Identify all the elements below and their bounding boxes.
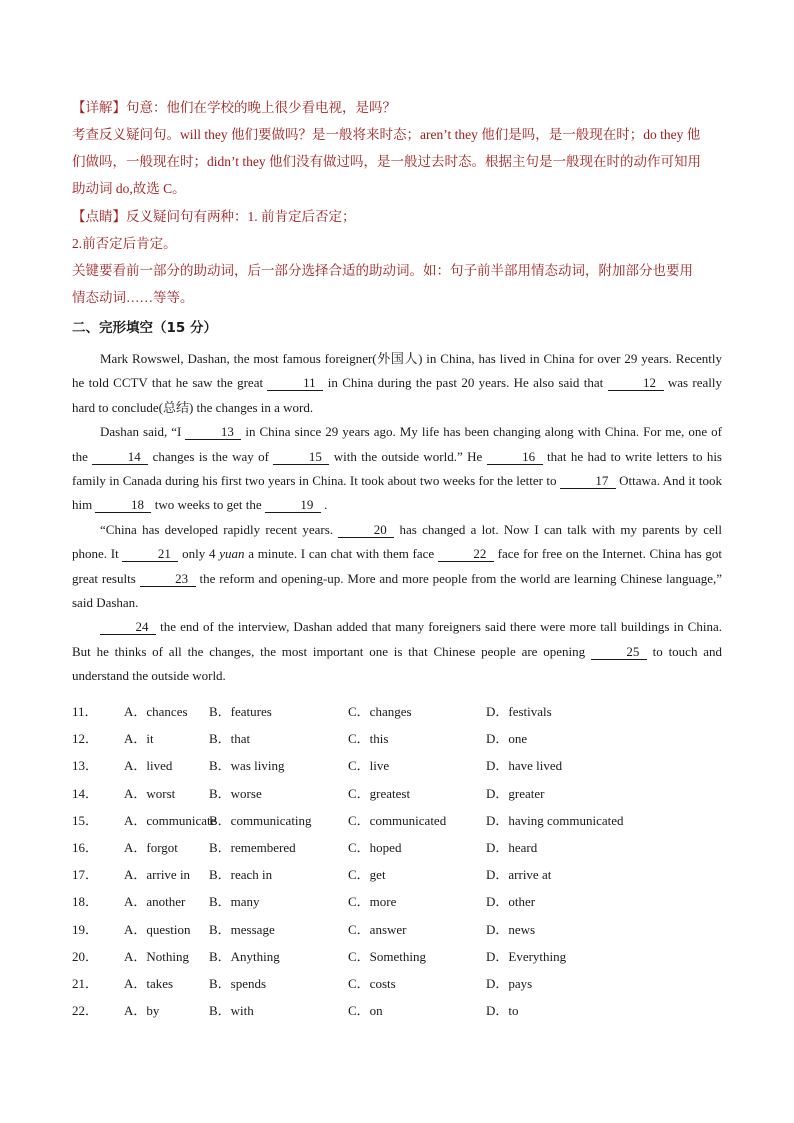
option-row-16 [72,833,722,860]
passage-text: Ottawa. And it took him [72,473,723,513]
option-b: B．with [209,1003,254,1019]
question-number: 13． [72,758,99,774]
blank-13: 13 [185,425,241,440]
passage-text: was really hard to conclude(总结) the changes in a word. [72,375,723,415]
option-row-18 [72,887,722,914]
question-number: 12． [72,731,99,747]
passage-text: in China since 29 years ago. My life has been changing along with China. For me, one of the [72,424,722,464]
explanation-line-2: 考查反义疑问句。will they 他们要做吗？是一般将来时态；aren’t they 他们是吗，是一般现在时；do they 他 [72,127,701,142]
passage-text: the end of the interview, Dashan added that many foreigners said there were more tall buildings in China. But he thinks of all the changes, the most important one is that Chinese people are opening [72,619,722,659]
explanation-line-7: 关键要看前一部分的助动词，后一部分选择合适的助动词。如：句子前半部用情态动词，附加部分也要用 [72,263,693,278]
passage-paragraph-1 [72,347,722,420]
question-number: 19． [72,921,99,937]
option-a: A．it [124,731,154,747]
option-b: B．Anything [209,948,280,964]
option-c: C．on [348,1003,383,1019]
blank-16: 16 [487,450,543,465]
option-c: C．costs [348,975,396,991]
passage-paragraph-4 [72,615,722,688]
option-a: A．takes [124,975,174,991]
option-row-12 [72,724,722,751]
option-d: D．festivals [486,704,552,719]
option-c: C．answer [348,921,407,937]
option-row-17 [72,860,722,887]
passage-text: with the outside world.” He [329,448,487,464]
option-row-14 [72,779,722,806]
option-d: D．to [486,1003,519,1019]
passage-text: has changed a lot. Now I can talk with my parents by cell phone. It [72,521,722,562]
passage-text: to touch and understand the outside world. [72,643,723,684]
option-d: D．other [486,894,536,910]
option-c: C．more [348,894,397,910]
option-a: A．question [124,921,191,937]
option-d: D．have lived [486,758,563,774]
passage-text: the reform and opening-up. More and more people from the world are learning Chinese language,” said Dashan. [72,570,723,611]
option-a: A．worst [124,785,176,801]
blank-22: 22 [438,547,494,562]
option-c: C．Something [348,948,427,964]
option-b: B．message [209,921,275,937]
tip-label: 【点睛】 [72,209,126,224]
blank-14: 14 [92,450,148,465]
blank-20: 20 [338,523,394,538]
blank-11: 11 [267,376,323,391]
passage-text: face for free on the Internet. China has got great results [72,546,722,586]
passage-paragraph-2 [72,420,722,518]
explanation-line-8: 情态动词……等等。 [72,290,194,305]
option-b: B．reach in [209,867,273,883]
detail-text: 句意：他们在学校的晚上很少看电视，是吗？ [126,100,396,115]
option-d: D．having communicated [486,812,624,828]
explanation-line-4: 助动词 do,故选 C。 [72,181,186,196]
option-c: C．this [348,731,389,747]
option-d: D．arrive at [486,867,552,883]
explanation-line-1 [72,96,396,116]
blank-18: 18 [95,498,151,513]
passage-text: Mark Rowswel, Dashan, the most famous foreigner(外国人) in China, has lived in China for over 29 years. Recently he told CCTV that he saw the great [72,351,722,391]
section-heading: 二、完形填空（15 分） [72,320,217,336]
question-number: 21． [72,975,99,991]
option-c: C．greatest [348,785,411,801]
option-a: A．chances [124,704,188,719]
blank-21: 21 [122,547,178,562]
option-c: C．live [348,758,390,774]
option-row-13 [72,751,722,778]
blank-12: 12 [608,376,664,391]
option-d: D．pays [486,975,533,991]
option-row-20 [72,942,722,969]
option-a: A．forgot [124,839,178,855]
passage-text: two weeks to get the [151,497,265,513]
option-b: B．features [209,704,272,719]
blank-19: 19 [265,498,321,513]
passage-text: a minute. I can chat with them face [244,546,438,562]
option-c: C．communicated [348,812,447,828]
passage-text: that he had to write letters to his family in Canada during his first two years in China. It took about two weeks for the letter to [72,448,722,489]
option-a: A．lived [124,758,173,774]
explanation-line-3: 们做吗，一般现在时；didn’t they 他们没有做过吗，是一般过去时态。根据主句是一般现在时的动作可知用 [72,154,701,169]
option-b: B．was living [209,758,285,774]
blank-17: 17 [560,474,616,489]
option-d: D．news [486,921,536,937]
option-d: D．Everything [486,948,567,964]
blank-23: 23 [140,572,196,587]
tip-text: 反义疑问句有两种：1. 前肯定后否定； [126,209,356,224]
option-c: C．get [348,867,386,883]
option-d: D．heard [486,839,538,855]
passage-text: Dashan said, “I [100,424,186,440]
question-number: 17． [72,867,99,883]
option-row-21 [72,969,722,996]
option-a: A．by [124,1003,160,1019]
passage-text: only 4 [178,546,220,562]
option-b: B．communicating [209,812,312,828]
question-number: 11． [72,704,98,719]
option-a: A．arrive in [124,867,191,883]
option-row-11 [72,697,722,724]
option-row-19 [72,915,722,942]
question-number: 14． [72,785,99,801]
question-number: 18． [72,894,99,910]
option-row-15 [72,806,722,833]
passage-text: “China has developed rapidly recent years. [100,521,339,537]
option-b: B．spends [209,975,267,991]
blank-15: 15 [273,450,329,465]
question-number: 22． [72,1003,99,1019]
option-b: B．worse [209,785,262,801]
passage-text: . [320,497,328,513]
yuan-italic: yuan [219,546,245,562]
blank-25: 25 [591,645,647,660]
question-number: 16． [72,839,99,855]
option-a: A．another [124,894,186,910]
passage-text: in China during the past 20 years. He also said that [323,375,608,391]
option-row-22 [72,996,722,1023]
option-d: D．greater [486,785,545,801]
option-d: D．one [486,731,528,747]
option-b: B．many [209,894,260,910]
option-c: C．hoped [348,839,402,855]
detail-label: 【详解】 [72,100,126,115]
explanation-line-6: 2.前否定后肯定。 [72,236,177,251]
question-number: 15． [72,812,99,828]
passage-paragraph-3 [72,518,722,616]
option-a: A．communicate [124,812,217,828]
blank-24: 24 [100,620,156,635]
explanation-line-5 [72,205,356,225]
option-b: B．that [209,731,251,747]
cloze-passage [72,347,722,689]
option-b: B．remembered [209,839,296,855]
options-list [72,697,722,1023]
passage-text: changes is the way of [148,448,274,464]
option-c: C．changes [348,704,412,719]
option-a: A．Nothing [124,948,190,964]
question-number: 20． [72,948,99,964]
